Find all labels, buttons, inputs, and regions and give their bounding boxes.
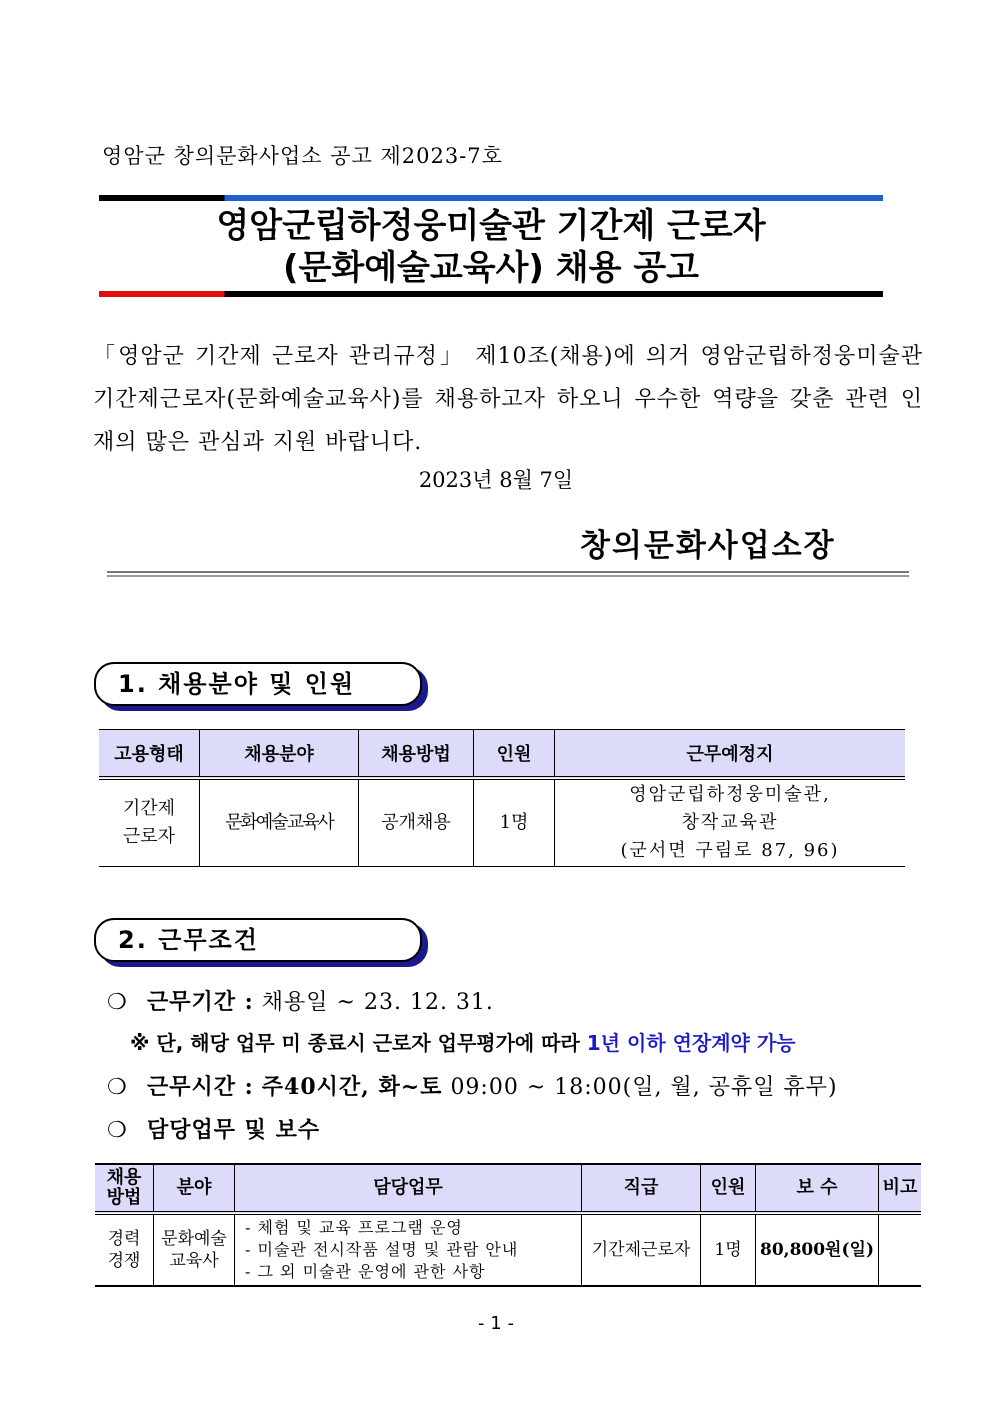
issuer-name: 창의문화사업소장 (580, 528, 836, 564)
header-method (95, 1164, 154, 1213)
table-row (99, 778, 905, 867)
work-hours-bold: 주40시간, 화~토 (261, 1074, 443, 1100)
bullet-icon: ❍ (107, 1118, 128, 1143)
header-employment-type: 고용형태 (99, 730, 200, 779)
cell-text: 근로자 (122, 826, 176, 847)
separator-line (107, 575, 909, 577)
cell-text: 경력 (107, 1229, 141, 1249)
header-field: 분야 (154, 1164, 235, 1213)
work-period-line (107, 985, 494, 1016)
separator-line (107, 571, 909, 573)
work-hours-line (107, 1070, 838, 1101)
cell-text: (군서면 구림로 87, 96) (620, 840, 840, 861)
table-header-row (99, 730, 905, 779)
header-work-place: 근무예정지 (555, 730, 906, 779)
cell-text: 창작교육관 (681, 812, 779, 833)
cell-text: 경쟁 (107, 1251, 141, 1271)
intro-paragraph: 「영암군 기간제 근로자 관리규정」 제10조(채용)에 의거 영암군립하정웅미술관 기간제근로자(문화예술교육사)를 채용하고자 하오니 우수한 역량을 갖춘 관련 인재의 많은 관심과 지원 바랍니다. (93, 344, 923, 455)
cell-text: 문화예술 (161, 1229, 227, 1249)
cell-duties (235, 1213, 582, 1286)
cell-count: 1명 (701, 1213, 756, 1286)
title-line-2: (문화예술교육사) 채용 공고 (282, 248, 700, 288)
notice-date: 2023년 8월 7일 (418, 468, 574, 492)
cell-text: 교육사 (169, 1251, 219, 1271)
work-period-value: 채용일 ~ 23. 12. 31. (261, 990, 494, 1015)
cell-employment-type (99, 778, 200, 867)
title-box (99, 195, 883, 297)
title-top-bar (99, 195, 883, 201)
header-count: 인원 (701, 1164, 756, 1213)
header-count: 인원 (474, 730, 555, 779)
cell-note (879, 1213, 922, 1286)
cell-pay: 80,800원(일) (756, 1213, 879, 1286)
section-1-heading: 1. 채용분야 및 인원 (94, 662, 422, 706)
work-hours-value: 09:00 ~ 18:00(일, 월, 공휴일 휴무) (450, 1075, 838, 1100)
header-text: 채용 (106, 1167, 142, 1188)
work-hours-label: 근무시간 : (147, 1074, 254, 1100)
cell-count: 1명 (474, 778, 555, 867)
header-pay: 보 수 (756, 1164, 879, 1213)
header-grade: 직급 (582, 1164, 701, 1213)
header-duties: 담당업무 (235, 1164, 582, 1213)
title-line-1: 영암군립하정웅미술관 기간제 근로자 (216, 206, 766, 246)
bullet-icon: ❍ (107, 1075, 128, 1100)
note-highlight: 1년 이하 연장계약 가능 (586, 1031, 796, 1055)
recruitment-table (99, 729, 905, 867)
note-text: ※ 단, 해당 업무 미 종료시 근로자 업무평가에 따라 (130, 1031, 580, 1055)
work-period-label: 근무기간 : (147, 989, 254, 1015)
cell-method: 공개채용 (359, 778, 474, 867)
document-title (99, 205, 883, 289)
duties-heading: 담당업무 및 보수 (147, 1117, 321, 1143)
table-row (95, 1213, 921, 1286)
cell-text: 영암군립하정웅미술관, (629, 784, 831, 805)
notice-number: 영암군 창의문화사업소 공고 제2023-7호 (102, 144, 503, 168)
cell-method (95, 1213, 154, 1286)
duty-item: - 체험 및 교육 프로그램 운영 (245, 1218, 463, 1237)
extension-note (130, 1027, 795, 1056)
page-number: - 1 - (478, 1313, 514, 1334)
header-field: 채용분야 (200, 730, 359, 779)
cell-text: 기간제 (122, 798, 176, 819)
title-bottom-bar (99, 291, 883, 297)
bullet-icon: ❍ (107, 990, 128, 1015)
cell-work-place (555, 778, 906, 867)
duties-table (95, 1163, 921, 1287)
cell-grade: 기간제근로자 (582, 1213, 701, 1286)
cell-field: 문화예술교육사 (200, 778, 359, 867)
cell-field (154, 1213, 235, 1286)
duties-heading-line (107, 1113, 320, 1144)
table-header-row (95, 1164, 921, 1213)
header-text: 방법 (106, 1187, 142, 1208)
section-2-heading: 2. 근무조건 (94, 918, 422, 962)
duty-item: - 미술관 전시작품 설명 및 관람 안내 (245, 1240, 519, 1259)
duty-item: - 그 외 미술관 운영에 관한 사항 (245, 1262, 486, 1281)
header-method: 채용방법 (359, 730, 474, 779)
header-note: 비고 (879, 1164, 922, 1213)
